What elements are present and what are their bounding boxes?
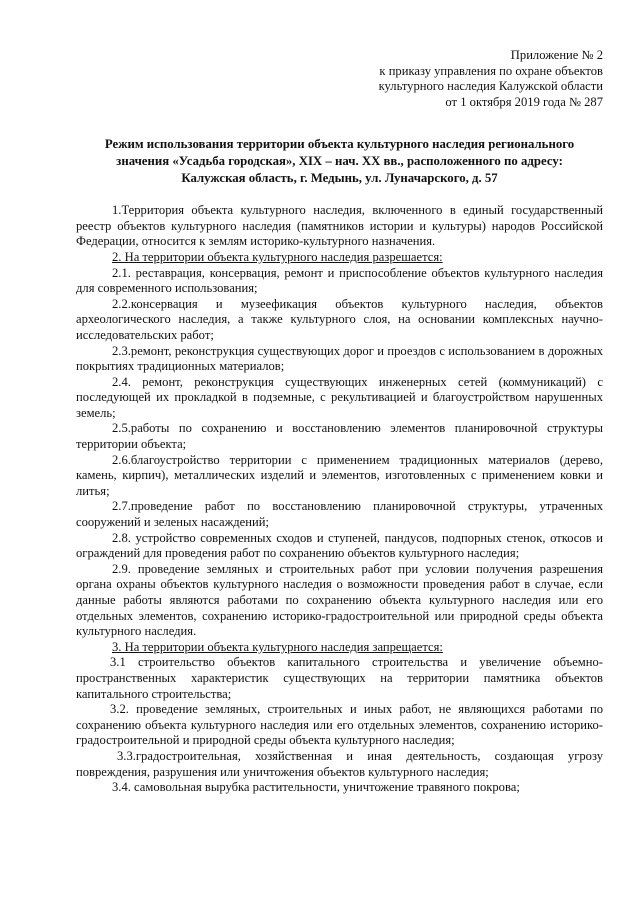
section-heading: 3. На территории объекта культурного наследия запрещается: — [112, 639, 443, 654]
paragraph: 2.5.работы по сохранению и восстановлению элементов планировочной структуры территории объекта; — [76, 421, 603, 452]
paragraph: 2.7.проведение работ по восстановлению планировочной структуры, утраченных сооружений и зеленых насаждений; — [76, 499, 603, 530]
appendix-authority-line: культурного наследия Калужской области — [378, 79, 603, 94]
appendix-number: Приложение № 2 — [510, 48, 603, 62]
document-title — [76, 136, 603, 186]
title-line: значения «Усадьба городская», XIX – нач. XX вв., расположенного по адресу: — [116, 153, 563, 168]
paragraph: 2.8. устройство современных сходов и ступеней, пандусов, подпорных стенок, откосов и ограждений для проведения работ по сохранению объектов культурного наследия; — [76, 530, 603, 561]
appendix-date-line: от 1 октября 2019 года № 287 — [445, 94, 603, 109]
appendix-header — [76, 48, 603, 110]
title-line: Режим использования территории объекта культурного наследия регионального — [104, 137, 575, 152]
paragraph: 3.4. самовольная вырубка растительности, уничтожение травяного покрова; — [112, 780, 520, 795]
paragraph: 3.2. проведение земляных, строительных и иных работ, не являющихся работами по сохранению объекта культурного наследия или его отдельных элементов, сохранению историко-градостроительной и природной среды объекта культурного наследия; — [76, 702, 603, 748]
paragraph: 2.6.благоустройство территории с применением традиционных материалов (дерево, камень, кирпич), металлических изделий и элементов, изготовленных с применением ковки и литья; — [76, 452, 603, 498]
title-line: Калужская область, г. Медынь, ул. Луначарского, д. 57 — [181, 170, 498, 185]
paragraph: 2.9. проведение земляных и строительных работ при условии получения разрешения органа охраны объектов культурного наследия о возможности проведения работ в случае, если данные работы являются работами по сохранению объекта культурного наследия или его отдельных элементов, сохранению историко-градостроительной или природной среды объекта культурного наследия. — [76, 561, 603, 639]
section-heading: 2. На территории объекта культурного наследия разрешается: — [112, 249, 443, 264]
paragraph: 2.1. реставрация, консервация, ремонт и приспособление объектов культурного наследия для современного использования; — [76, 265, 603, 296]
appendix-order-line: к приказу управления по охране объектов — [379, 63, 603, 78]
paragraph: 1.Территория объекта культурного наследия, включенного в единый государственный реестр объектов культурного наследия (памятников истории и культуры) народов Российской Федерации, относится к землям историко-культурного назначения. — [76, 203, 603, 249]
document-body — [76, 203, 603, 796]
paragraph: 2.4. ремонт, реконструкция существующих инженерных сетей (коммуникаций) с последующей их прокладкой в подземные, с рекультивацией и благоустройством нарушенных земель; — [76, 374, 603, 420]
paragraph: 2.3.ремонт, реконструкция существующих дорог и проездов с использованием в дорожных покрытиях традиционных материалов; — [76, 343, 603, 374]
paragraph: 2.2.консервация и музеефикация объектов культурного наследия, объектов археологического наследия, а также культурного слоя, на основании комплексных научно-исследовательских работ; — [76, 296, 603, 342]
paragraph: 3.3.градостроительная, хозяйственная и иная деятельность, создающая угрозу повреждения, разрушения или уничтожения объектов культурного наследия; — [76, 748, 603, 779]
paragraph: 3.1 строительство объектов капитального строительства и увеличение объемно-пространственных характеристик существующих на территории памятника объектов капитального строительства; — [76, 655, 603, 701]
